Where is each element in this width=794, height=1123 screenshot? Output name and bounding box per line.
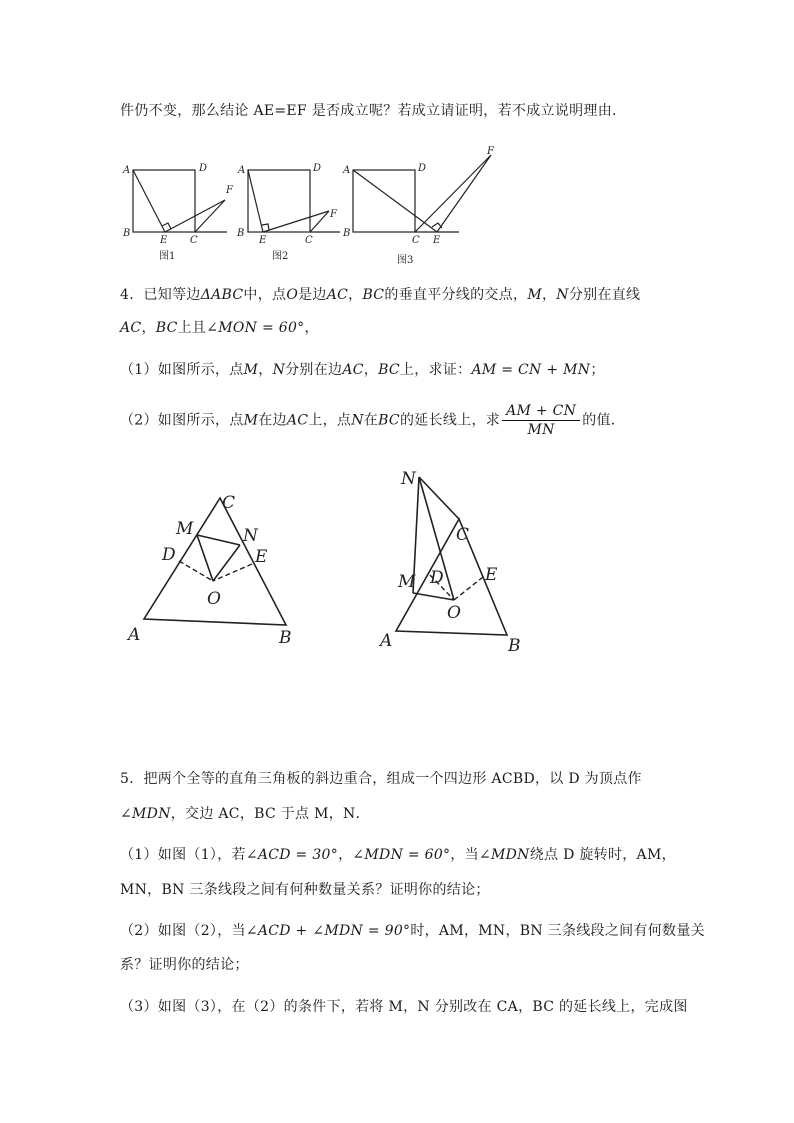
svg-text:O: O xyxy=(207,589,221,609)
q4-line2: AC，BC上且∠MON = 60°， xyxy=(120,320,319,336)
fig2-caption: 图2 xyxy=(272,251,289,262)
svg-text:A: A xyxy=(380,631,393,651)
svg-text:F: F xyxy=(330,209,337,220)
fig3-line-cf xyxy=(415,155,491,232)
svg-text:C: C xyxy=(305,235,313,246)
svg-text:B: B xyxy=(123,228,131,239)
q4-figure-left xyxy=(120,488,320,658)
fig2-line-ae xyxy=(248,170,263,232)
svg-text:E: E xyxy=(433,235,441,246)
fig1-caption: 图1 xyxy=(159,251,176,262)
q5-line1: 5．把两个全等的直角三角板的斜边重合，组成一个四边形 ACBD，以 D 为顶点作 xyxy=(120,771,642,787)
svg-text:A: A xyxy=(343,165,351,176)
svg-text:D: D xyxy=(199,163,208,174)
q5-line2: ∠MDN，交边 AC，BC 于点 M，N． xyxy=(120,806,370,822)
q3-tail-text: 件仍不变，那么结论 AE=EF 是否成立呢？若成立请证明，若不成立说明理由． xyxy=(120,103,627,119)
svg-text:B: B xyxy=(343,228,351,239)
svg-text:A: A xyxy=(123,165,131,176)
svg-text:O: O xyxy=(447,603,461,623)
q3-figures xyxy=(115,143,505,273)
q5-part1-line2: MN，BN 三条线段之间有何种数量关系？证明你的结论； xyxy=(120,882,490,898)
q4-part1: （1）如图所示，点M，N分别在边AC，BC上，求证：AM = CN + MN； xyxy=(120,362,605,378)
q4-part2: （2）如图所示，点M在边AC上，点N在BC的延长线上，求 $\frac{AM + CN}{MN}$ 的值. xyxy=(120,403,616,438)
svg-text:C: C xyxy=(412,235,420,246)
fig3-caption: 图3 xyxy=(397,255,414,266)
svg-text:D: D xyxy=(418,163,427,174)
q4-figure-right xyxy=(375,465,535,655)
svg-text:M: M xyxy=(176,519,194,539)
svg-text:B: B xyxy=(279,628,292,648)
svg-text:C: C xyxy=(222,493,236,513)
fig3-square xyxy=(353,170,415,232)
svg-text:A: A xyxy=(128,625,141,645)
q4-fraction: $\frac{AM + CN}{MN}$ xyxy=(502,402,580,439)
svg-text:B: B xyxy=(508,636,521,655)
q5-part1: （1）如图（1），若∠ACD = 30°，∠MDN = 60°，当∠MDN绕点 D 旋转时，AM， xyxy=(120,847,676,863)
q5-part3: （3）如图（3），在（2）的条件下，若将 M，N 分别改在 CA，BC 的延长线上，完成图 xyxy=(120,999,688,1015)
svg-text:F: F xyxy=(487,146,494,157)
svg-text:D: D xyxy=(162,545,176,565)
fig1-square xyxy=(133,170,195,232)
svg-text:N: N xyxy=(401,469,416,489)
fig1-line-cf xyxy=(195,200,225,232)
segment-mo xyxy=(197,535,213,581)
fig1-line-ae xyxy=(133,170,165,232)
svg-text:N: N xyxy=(243,526,258,546)
svg-text:D: D xyxy=(313,163,322,174)
fig2-square xyxy=(248,170,310,232)
svg-text:D: D xyxy=(430,568,444,588)
svg-text:E: E xyxy=(259,235,267,246)
dash-eo-2 xyxy=(454,577,483,600)
svg-text:F: F xyxy=(226,185,233,196)
q4-line1: 4．已知等边ΔABC中，点O是边AC，BC的垂直平分线的交点，M，N分别在直线 xyxy=(120,287,641,303)
svg-text:E: E xyxy=(485,565,498,585)
svg-text:M: M xyxy=(398,572,416,592)
svg-text:A: A xyxy=(238,165,246,176)
svg-text:E: E xyxy=(160,235,168,246)
svg-text:B: B xyxy=(237,228,245,239)
segment-mn xyxy=(197,535,240,545)
q5-part2: （2）如图（2），当∠ACD + ∠MDN = 90°时，AM，MN，BN 三条线段之间有何数量关 xyxy=(120,923,705,939)
fig3-line-ef xyxy=(437,155,491,232)
q5-part2-line2: 系？证明你的结论； xyxy=(120,957,249,973)
svg-text:C: C xyxy=(456,525,470,545)
svg-text:C: C xyxy=(190,235,198,246)
svg-text:E: E xyxy=(255,547,268,567)
